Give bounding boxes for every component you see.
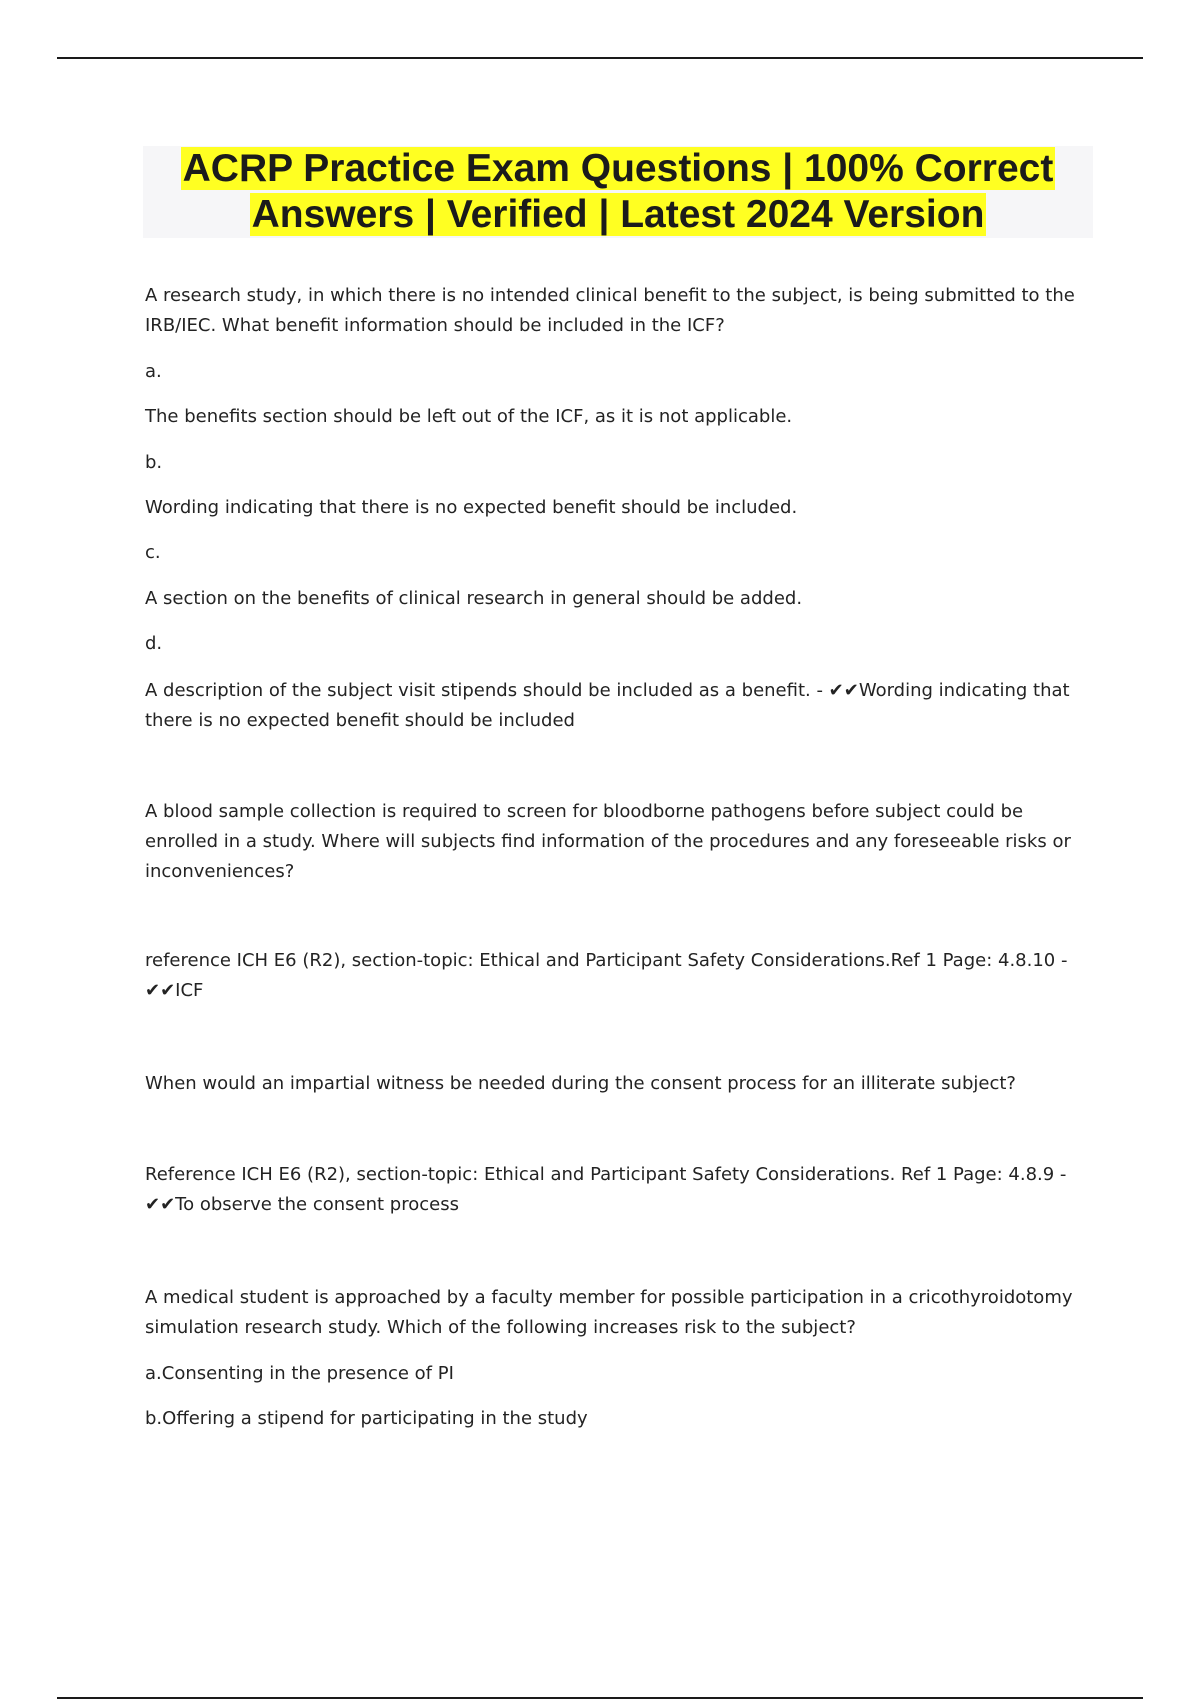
question-4-text: A medical student is approached by a faculty member for possible participation in a cricothyroidotomy simulation research study. Which of the following increases risk to the subject? bbox=[145, 1287, 1073, 1338]
question-4-option-a: a.Consenting in the presence of PI bbox=[145, 1363, 454, 1384]
question-2-text: A blood sample collection is required to screen for bloodborne pathogens before subject could be enrolled in a study. Where will subjects find information of the procedures and any foreseeable risks or inconveniences? bbox=[145, 801, 1071, 882]
title-highlight-1: ACRP Practice Exam Questions | 100% Correct bbox=[182, 147, 1054, 190]
question-2-answer: reference ICH E6 (R2), section-topic: Ethical and Participant Safety Considerations.Ref 1 Page: 4.8.10 - ✔✔ICF bbox=[145, 950, 1068, 1001]
question-3-answer: Reference ICH E6 (R2), section-topic: Ethical and Participant Safety Considerations. Ref 1 Page: 4.8.9 - ✔✔To observe the consent process bbox=[145, 1164, 1067, 1215]
question-1-option-d-label: d. bbox=[145, 633, 163, 654]
question-1-option-c-label: c. bbox=[145, 542, 161, 563]
title-highlight-2: Answers | Verified | Latest 2024 Version bbox=[251, 193, 985, 236]
question-1-option-b-label: b. bbox=[145, 452, 163, 473]
question-1-option-b-text: Wording indicating that there is no expected benefit should be included. bbox=[145, 497, 798, 518]
bottom-rule bbox=[57, 1697, 1143, 1699]
question-4-option-b: b.Offering a stipend for participating in the study bbox=[145, 1408, 588, 1429]
top-rule bbox=[57, 57, 1143, 59]
question-1-option-c-text: A section on the benefits of clinical research in general should be added. bbox=[145, 588, 803, 609]
question-1-option-a-label: a. bbox=[145, 361, 162, 382]
question-1-text: A research study, in which there is no intended clinical benefit to the subject, is being submitted to the IRB/IEC. What benefit information should be included in the ICF? bbox=[145, 285, 1075, 336]
document-title-line-2 bbox=[143, 192, 1093, 238]
document-title-box bbox=[143, 146, 1093, 238]
question-1-option-d-answer: A description of the subject visit stipends should be included as a benefit. - ✔✔Wording indicating that there is no expected benefit should be included bbox=[145, 680, 1070, 731]
question-1-option-a-text: The benefits section should be left out of the ICF, as it is not applicable. bbox=[145, 406, 793, 427]
document-title-line-1 bbox=[143, 146, 1093, 192]
question-3-text: When would an impartial witness be needed during the consent process for an illiterate subject? bbox=[145, 1073, 1016, 1094]
